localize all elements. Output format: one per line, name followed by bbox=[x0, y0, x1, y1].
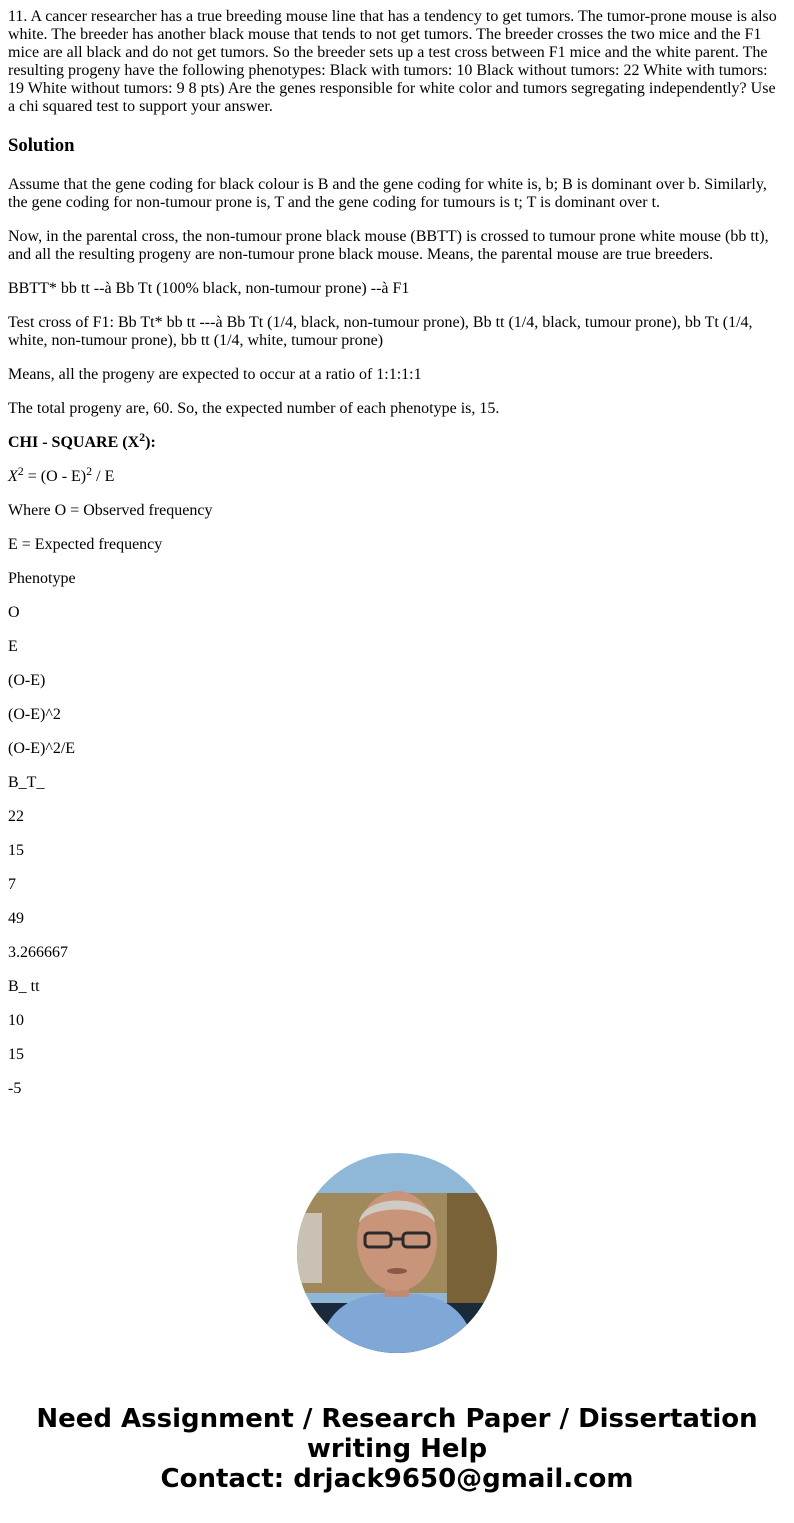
table-cell: -5 bbox=[8, 1080, 22, 1097]
promo-footer bbox=[0, 1404, 794, 1494]
chi-square-heading bbox=[8, 430, 786, 452]
chi-square-formula bbox=[8, 464, 786, 486]
promo-line-2: writing Help bbox=[306, 1434, 488, 1464]
observed-definition: Where O = Observed frequency bbox=[8, 502, 213, 519]
author-photo bbox=[297, 1153, 497, 1353]
table-cell: 15 bbox=[8, 842, 24, 859]
promo-contact: Contact: drjack9650@gmail.com bbox=[160, 1464, 634, 1494]
parental-cross-paragraph: Now, in the parental cross, the non-tumour prone black mouse (BBTT) is crossed to tumour prone white mouse (bb tt), and all the resulting progeny are non-tumour prone black mouse. Means, the parental mouse are true breeders. bbox=[8, 228, 769, 263]
formula-variable: X bbox=[8, 468, 18, 485]
table-cell: 15 bbox=[8, 1046, 24, 1063]
table-cell: B_ tt bbox=[8, 978, 40, 995]
test-cross-paragraph: Test cross of F1: Bb Tt* bb tt ---à Bb Tt (1/4, black, non-tumour prone), Bb tt (1/4, black, tumour prone), bb Tt (1/4, white, non-tumour prone), bb tt (1/4, white, tumour prone) bbox=[8, 314, 753, 349]
table-cell: (O-E)^2/E bbox=[8, 740, 76, 757]
table-cell: 22 bbox=[8, 808, 24, 825]
table-cell: (O-E)^2 bbox=[8, 706, 61, 723]
table-cell: E bbox=[8, 638, 18, 655]
expected-definition: E = Expected frequency bbox=[8, 536, 163, 553]
promo-line-1: Need Assignment / Research Paper / Dissertation bbox=[36, 1404, 758, 1434]
document-body bbox=[8, 8, 786, 1098]
assumption-paragraph: Assume that the gene coding for black colour is B and the gene coding for white is, b; B is dominant over b. Similarly, the gene coding for non-tumour prone is, T and the gene coding for tumours is t; T is dominant over t. bbox=[8, 176, 767, 211]
formula-superscript-1: 2 bbox=[17, 464, 24, 478]
question-text: 11. A cancer researcher has a true breeding mouse line that has a tendency to get tumors. The tumor-prone mouse is also white. The breeder has another black mouse that tends to not get tumors. The breeder crosses the two mice and the F1 mice are all black and do not get tumors. So the breeder sets up a test cross between F1 mice and the white parent. The resulting progeny have the following phenotypes: Black with tumors: 10 Black without tumors: 22 White with tumors: 19 White without tumors: 9 8 pts) Are the genes responsible for white color and tumors segregating independently? Use a chi squared test to support your answer. bbox=[8, 8, 777, 115]
chi-square-table bbox=[8, 570, 786, 1098]
ratio-line: Means, all the progeny are expected to occur at a ratio of 1:1:1:1 bbox=[8, 366, 422, 383]
solution-heading: Solution bbox=[8, 135, 75, 156]
author-photo-illustration bbox=[297, 1153, 497, 1353]
formula-end: / E bbox=[92, 468, 115, 485]
chi-heading-prefix: CHI - SQUARE (X bbox=[8, 434, 140, 451]
f1-cross-line: BBTT* bb tt --à Bb Tt (100% black, non-tumour prone) --à F1 bbox=[8, 280, 410, 297]
table-cell: 10 bbox=[8, 1012, 24, 1029]
table-cell: 7 bbox=[8, 876, 16, 893]
table-cell: 3.266667 bbox=[8, 944, 68, 961]
chi-heading-suffix: ): bbox=[145, 434, 156, 451]
table-cell: (O-E) bbox=[8, 672, 46, 689]
chi-heading-superscript: 2 bbox=[139, 430, 146, 444]
table-cell: Phenotype bbox=[8, 570, 76, 587]
table-cell: 49 bbox=[8, 910, 24, 927]
formula-middle: = (O - E) bbox=[23, 468, 87, 485]
formula-superscript-2: 2 bbox=[86, 464, 93, 478]
table-cell: B_T_ bbox=[8, 774, 45, 791]
total-progeny-line: The total progeny are, 60. So, the expected number of each phenotype is, 15. bbox=[8, 400, 500, 417]
table-cell: O bbox=[8, 604, 20, 621]
